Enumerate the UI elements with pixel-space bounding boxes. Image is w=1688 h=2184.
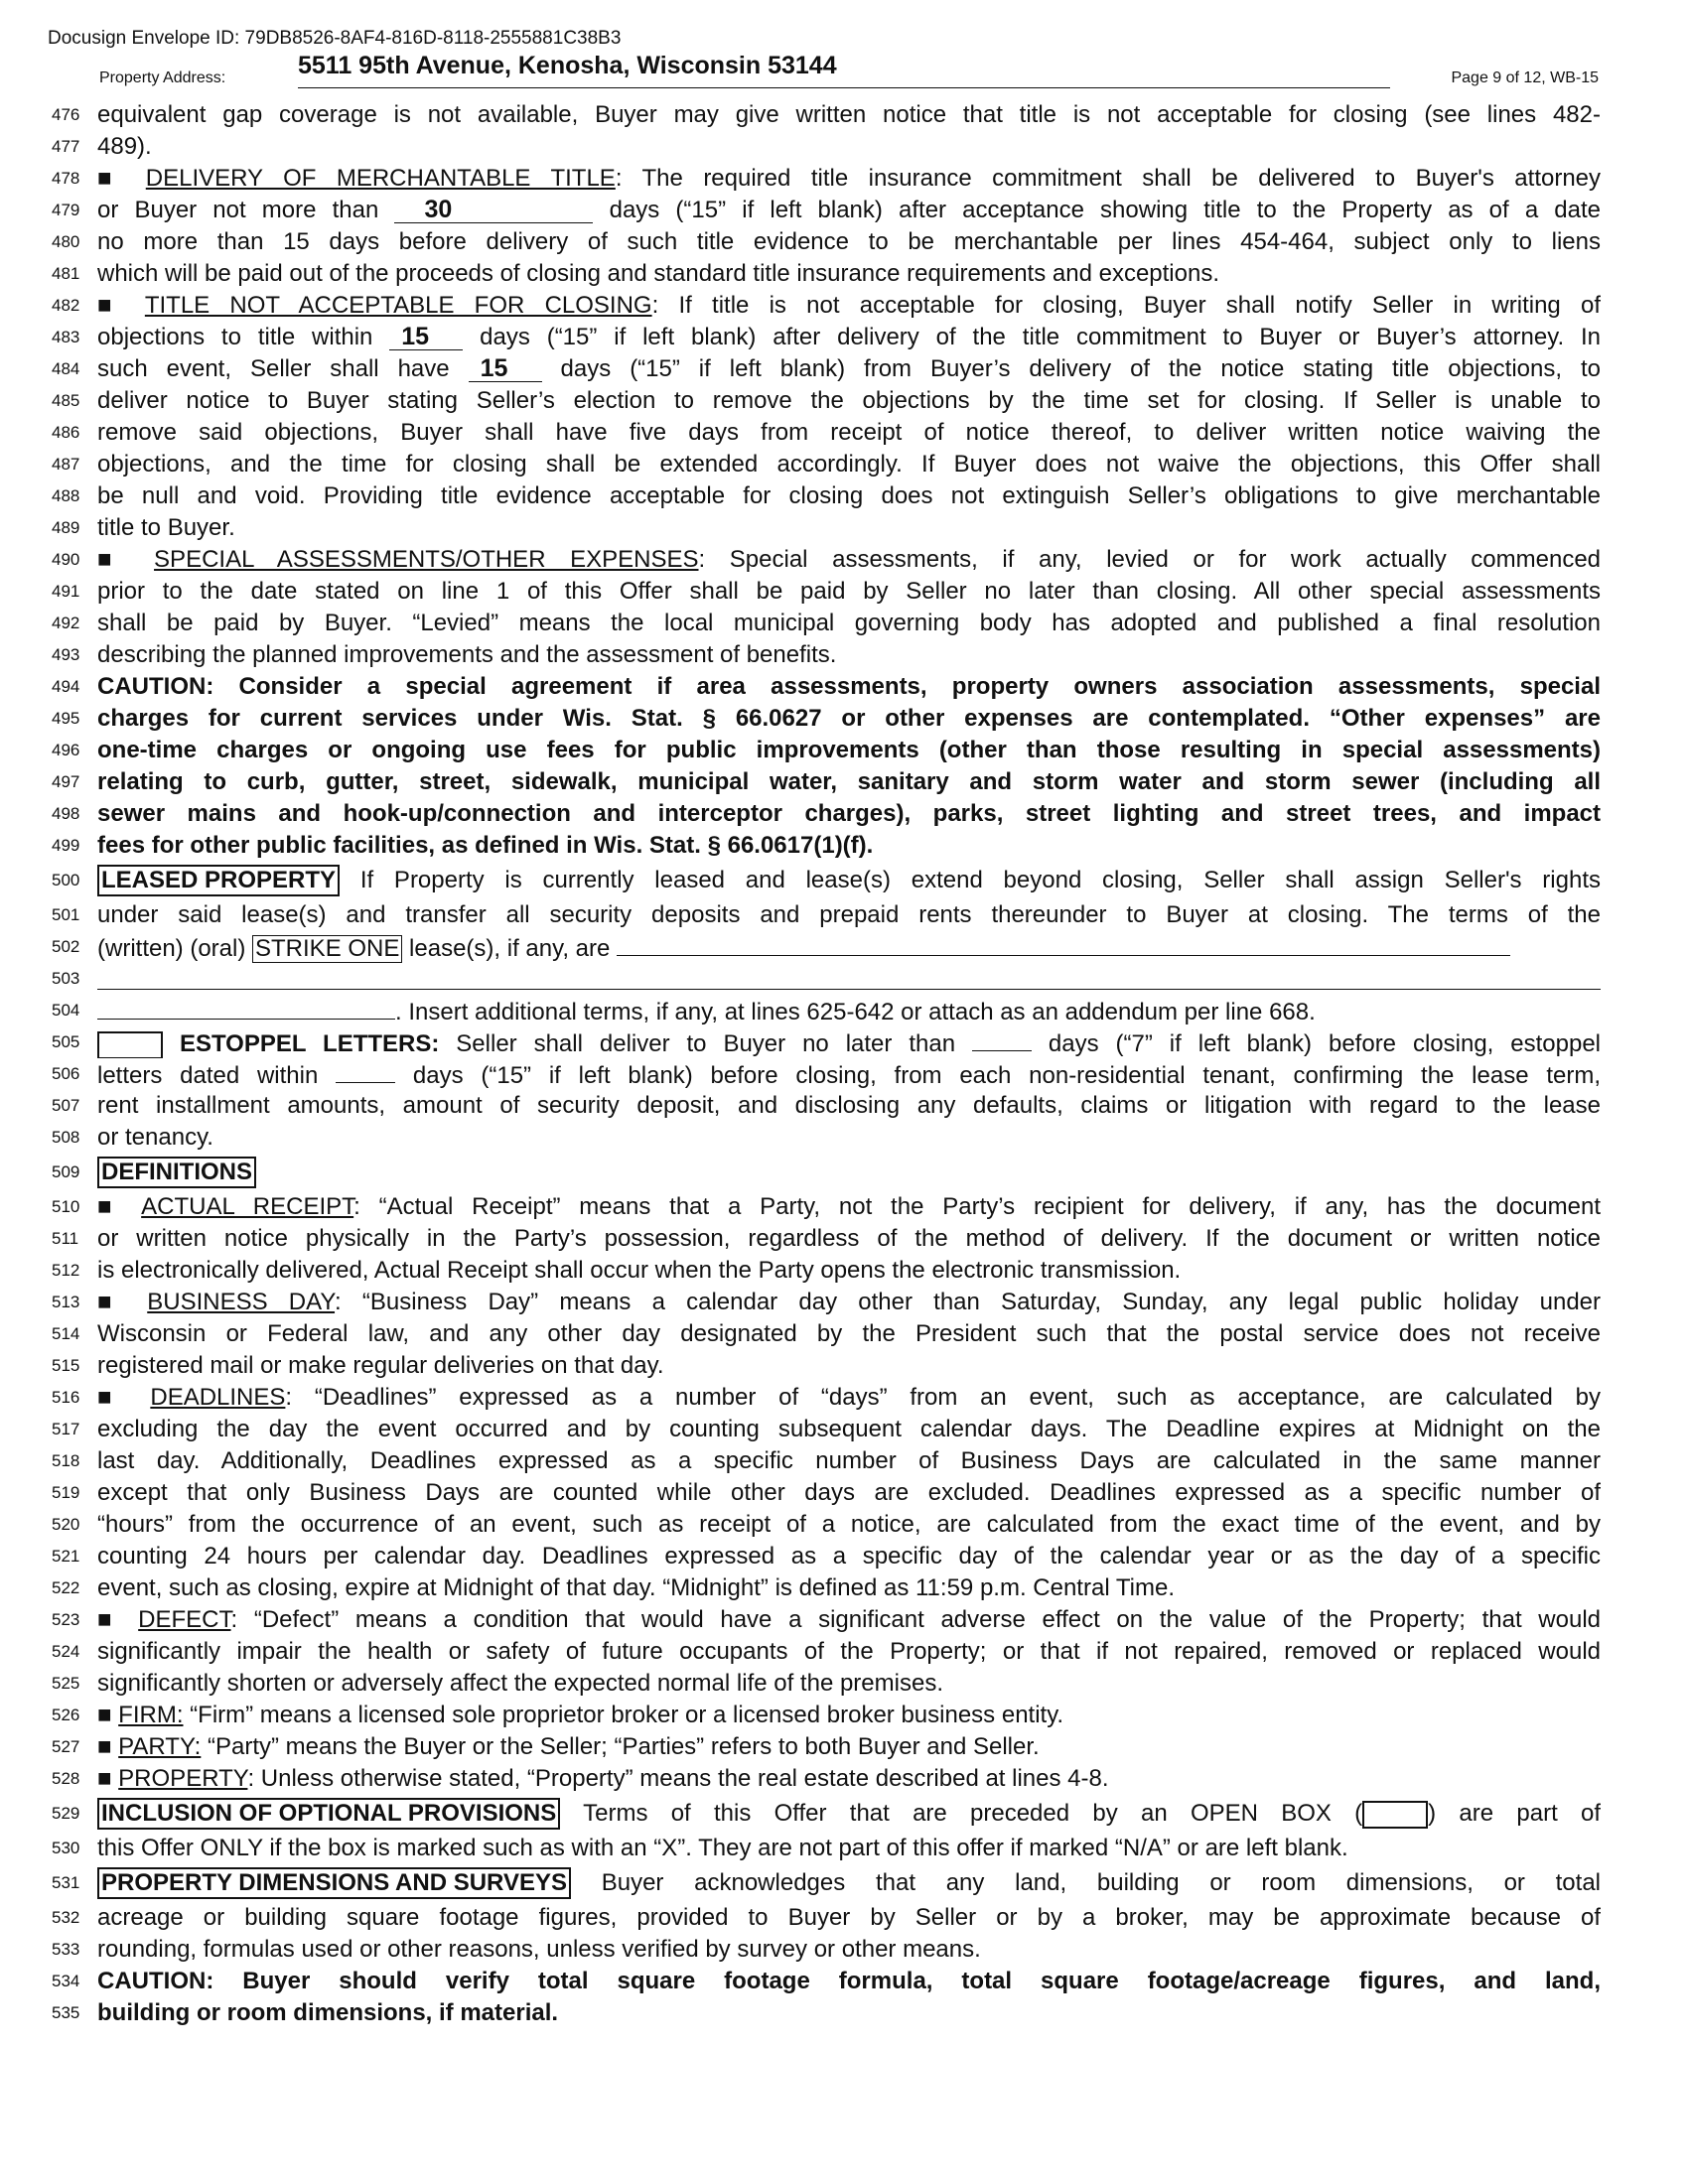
line-text: or written notice physically in the Party’s possession, regardless of the method of delivery. If the document or written notice: [97, 1225, 1601, 1252]
line-text: 489).: [97, 133, 152, 160]
line-523: [52, 1604, 1601, 1636]
line-502: [52, 931, 1601, 963]
line-number: 496: [52, 741, 80, 759]
definition-term: BUSINESS DAY: [147, 1289, 336, 1315]
line-499: [52, 830, 1601, 862]
line-number: 484: [52, 359, 80, 378]
line-text: (written) (oral): [97, 935, 246, 962]
definition-term: DEFECT: [138, 1606, 231, 1633]
bullet-icon: ■: [97, 1289, 127, 1315]
line-text: ) are part of: [1428, 1800, 1601, 1827]
line-513: [52, 1287, 1601, 1318]
line-number: 479: [52, 201, 80, 219]
line-text: is electronically delivered, Actual Receipt shall occur when the Party opens the electronic transmission.: [97, 1257, 1182, 1284]
line-text: days (“7” if left blank) before closing, estoppel: [1048, 1030, 1601, 1057]
line-number: 531: [52, 1873, 80, 1892]
line-text: except that only Business Days are counted while other days are excluded. Deadlines expressed as a specific number of: [97, 1479, 1601, 1506]
section-heading: TITLE NOT ACCEPTABLE FOR CLOSING: [144, 292, 652, 319]
line-number: 514: [52, 1324, 80, 1343]
line-number: 516: [52, 1388, 80, 1407]
line-text: : “Business Day” means a calendar day other than Saturday, Sunday, any legal public holiday under: [335, 1289, 1601, 1315]
objection-days-field[interactable]: 15: [389, 324, 463, 350]
bullet-icon: ■: [97, 292, 126, 319]
line-text: acreage or building square footage figures, provided to Buyer by Seller or by a broker, may be approximate because of: [97, 1904, 1601, 1931]
section-heading: ESTOPPEL LETTERS:: [179, 1030, 440, 1057]
line-number: 497: [52, 772, 80, 791]
line-518: [52, 1445, 1601, 1477]
line-number: 505: [52, 1032, 80, 1051]
line-text: no more than 15 days before delivery of such title evidence to be merchantable per lines 454-464, subject only to liens: [97, 228, 1601, 255]
title-days-field[interactable]: 30: [394, 197, 593, 223]
line-number: 486: [52, 423, 80, 442]
line-text: : “Defect” means a condition that would have a significant adverse effect on the value of the Property; that would: [230, 1606, 1601, 1633]
line-number: 489: [52, 518, 80, 537]
line-527: [52, 1731, 1601, 1763]
lease-terms-field[interactable]: [617, 931, 1510, 956]
line-534: [52, 1966, 1601, 1997]
caution-text: relating to curb, gutter, street, sidewalk, municipal water, sanitary and storm water and storm sewer (including all: [97, 768, 1601, 795]
line-text: rounding, formulas used or other reasons, unless verified by survey or other means.: [97, 1936, 981, 1963]
line-text: : If title is not acceptable for closing, Buyer shall notify Seller in writing of: [651, 292, 1601, 319]
line-text: days (“15” if left blank) before closing, from each non-residential tenant, confirming the lease term,: [412, 1062, 1601, 1089]
line-530: [52, 1833, 1601, 1864]
bullet-icon: ■: [97, 165, 126, 192]
line-number: 481: [52, 264, 80, 283]
line-526: [52, 1700, 1601, 1731]
estoppel-days-field[interactable]: [972, 1026, 1032, 1051]
line-text: title to Buyer.: [97, 514, 235, 541]
line-text: prior to the date stated on line 1 of this Offer shall be paid by Seller no later than closing. All other special assessments: [97, 578, 1601, 605]
line-number: 494: [52, 677, 80, 696]
line-number: 532: [52, 1908, 80, 1927]
line-number: 521: [52, 1547, 80, 1566]
line-text: Seller shall deliver to Buyer no later than: [456, 1030, 956, 1057]
line-text: deliver notice to Buyer stating Seller’s election to remove the objections by the time set for closing. If Seller is unable to: [97, 387, 1601, 414]
line-number: 493: [52, 645, 80, 664]
line-511: [52, 1223, 1601, 1255]
line-number: 498: [52, 804, 80, 823]
line-481: [52, 258, 1601, 290]
line-text: equivalent gap coverage is not available, Buyer may give written notice that title is not acceptable for closing (see lines 482-: [97, 101, 1601, 128]
estoppel-checkbox[interactable]: [97, 1031, 163, 1058]
line-number: 483: [52, 328, 80, 346]
line-number: 509: [52, 1162, 80, 1181]
line-479: [52, 195, 1601, 226]
section-heading-box: PROPERTY DIMENSIONS AND SURVEYS: [97, 1867, 571, 1899]
line-number: 517: [52, 1420, 80, 1438]
line-number: 515: [52, 1356, 80, 1375]
line-text: “hours” from the occurrence of an event, such as receipt of a notice, are calculated from the exact time of the event, and by: [97, 1511, 1601, 1538]
line-506: [52, 1058, 1601, 1090]
caution-text: charges for current services under Wis. Stat. § 66.0627 or other expenses are contemplated. “Other expenses” are: [97, 705, 1601, 732]
line-text: this Offer ONLY if the box is marked such as with an “X”. They are not part of this offer if marked “N/A” or are left blank.: [97, 1835, 1348, 1861]
line-number: 499: [52, 836, 80, 855]
line-text: days (“15” if left blank) from Buyer’s delivery of the notice stating title objections, to: [560, 355, 1601, 382]
page-number: Page 9 of 12, WB-15: [1451, 69, 1599, 86]
line-487: [52, 449, 1601, 480]
line-number: 482: [52, 296, 80, 315]
line-number: 524: [52, 1642, 80, 1661]
line-number: 476: [52, 105, 80, 124]
line-496: [52, 735, 1601, 766]
line-number: 513: [52, 1293, 80, 1311]
line-number: 480: [52, 232, 80, 251]
open-box-example: [1362, 1801, 1428, 1829]
line-507: [52, 1090, 1601, 1122]
line-500: [52, 862, 1601, 899]
line-519: [52, 1477, 1601, 1509]
line-text: “Party” means the Buyer or the Seller; “Parties” refers to both Buyer and Seller.: [201, 1733, 1040, 1760]
property-address-label: Property Address:: [99, 69, 226, 86]
line-number: 500: [52, 871, 80, 889]
caution-text: CAUTION: Buyer should verify total square footage formula, total square footage/acreage figures, and land,: [97, 1968, 1601, 1994]
line-482: [52, 290, 1601, 322]
line-text: If Property is currently leased and lease(s) extend beyond closing, Seller shall assign Seller's rights: [359, 867, 1601, 893]
line-text: counting 24 hours per calendar day. Deadlines expressed as a specific day of the calendar year or as the day of a specific: [97, 1543, 1601, 1570]
bullet-icon: ■: [97, 1384, 128, 1411]
line-489: [52, 512, 1601, 544]
line-number: 533: [52, 1940, 80, 1959]
line-531: [52, 1864, 1601, 1902]
line-text: Terms of this Offer that are preceded by an OPEN BOX (: [583, 1800, 1363, 1827]
bullet-icon: ■: [97, 1765, 112, 1792]
bullet-icon: ■: [97, 546, 130, 573]
line-number: 504: [52, 1001, 80, 1020]
line-text: last day. Additionally, Deadlines expressed as a specific number of Business Days are calculated in the same manner: [97, 1447, 1601, 1474]
line-text: which will be paid out of the proceeds of closing and standard title insurance requirements and exceptions.: [97, 260, 1220, 287]
line-text: Wisconsin or Federal law, and any other day designated by the President such that the postal service does not receive: [97, 1320, 1601, 1347]
line-number: 530: [52, 1839, 80, 1857]
line-486: [52, 417, 1601, 449]
line-number: 477: [52, 137, 80, 156]
line-text: objections to title within: [97, 324, 373, 350]
definition-term: PARTY:: [118, 1733, 202, 1760]
seller-days-field[interactable]: 15: [469, 355, 542, 382]
line-number: 523: [52, 1610, 80, 1629]
line-number: 488: [52, 486, 80, 505]
line-504: [52, 995, 1601, 1026]
caution-text: sewer mains and hook-up/connection and interceptor charges), parks, street lighting and street trees, and impact: [97, 800, 1601, 827]
line-number: 501: [52, 905, 80, 924]
line-508: [52, 1122, 1601, 1154]
line-522: [52, 1572, 1601, 1604]
section-heading: DELIVERY OF MERCHANTABLE TITLE: [145, 165, 616, 192]
line-number: 478: [52, 169, 80, 188]
line-text: objections, and the time for closing shall be extended accordingly. If Buyer does not waive the objections, this Offer shall: [97, 451, 1601, 478]
line-text: significantly impair the health or safety of future occupants of the Property; or that if not repaired, removed or replaced would: [97, 1638, 1601, 1665]
line-text: event, such as closing, expire at Midnight of that day. “Midnight” is defined as 11:59 p.m. Central Time.: [97, 1574, 1175, 1601]
line-text: or Buyer not more than: [97, 197, 379, 223]
line-number: 511: [52, 1229, 79, 1248]
line-514: [52, 1318, 1601, 1350]
line-493: [52, 639, 1601, 671]
line-491: [52, 576, 1601, 608]
line-text: : The required title insurance commitment shall be delivered to Buyer's attorney: [615, 165, 1601, 192]
line-number: 508: [52, 1128, 80, 1147]
bullet-icon: ■: [97, 1193, 124, 1220]
line-number: 490: [52, 550, 80, 569]
line-515: [52, 1350, 1601, 1382]
line-503: [52, 963, 1601, 995]
address-rule: [298, 87, 1390, 88]
line-text: : “Actual Receipt” means that a Party, not the Party’s recipient for delivery, if any, has the document: [353, 1193, 1601, 1220]
definition-term: DEADLINES: [150, 1384, 286, 1411]
line-509: [52, 1154, 1601, 1191]
line-text: : Unless otherwise stated, “Property” means the real estate described at lines 4-8.: [247, 1765, 1109, 1792]
line-483: [52, 322, 1601, 353]
line-number: 519: [52, 1483, 80, 1502]
line-number: 495: [52, 709, 80, 728]
line-text: significantly shorten or adversely affect the expected normal life of the premises.: [97, 1670, 943, 1697]
line-text: rent installment amounts, amount of security deposit, and disclosing any defaults, claims or litigation with regard to the lease: [97, 1092, 1601, 1119]
property-address: [99, 52, 1390, 89]
line-477: [52, 131, 1601, 163]
line-text: : “Deadlines” expressed as a number of “days” from an event, such as acceptance, are calculated by: [285, 1384, 1601, 1411]
line-number: 502: [52, 937, 80, 956]
lease-terms-field[interactable]: [97, 989, 1601, 990]
line-521: [52, 1541, 1601, 1572]
line-number: 507: [52, 1096, 80, 1115]
line-number: 525: [52, 1674, 80, 1693]
line-488: [52, 480, 1601, 512]
line-535: [52, 1997, 1601, 2029]
section-heading-box: INCLUSION OF OPTIONAL PROVISIONS: [97, 1798, 560, 1830]
line-478: [52, 163, 1601, 195]
line-510: [52, 1191, 1601, 1223]
line-number: 535: [52, 2003, 80, 2022]
line-525: [52, 1668, 1601, 1700]
line-number: 491: [52, 582, 80, 601]
caution-text: building or room dimensions, if material.: [97, 1999, 559, 2026]
strike-one-box: STRIKE ONE: [252, 935, 402, 963]
line-number: 510: [52, 1197, 80, 1216]
line-524: [52, 1636, 1601, 1668]
caution-text: one-time charges or ongoing use fees for public improvements (other than those resulting in special assessments): [97, 737, 1601, 763]
line-text: excluding the day the event occurred and by counting subsequent calendar days. The Deadline expires at Midnight on the: [97, 1416, 1601, 1442]
line-text: : Special assessments, if any, levied or for work actually commenced: [698, 546, 1601, 573]
line-number: 534: [52, 1972, 80, 1990]
line-number: 527: [52, 1737, 80, 1756]
line-501: [52, 899, 1601, 931]
line-text: or tenancy.: [97, 1124, 213, 1151]
line-text: registered mail or make regular deliveries on that day.: [97, 1352, 664, 1379]
line-text: be null and void. Providing title evidence acceptable for closing does not extinguish Seller’s obligations to give merchantable: [97, 482, 1601, 509]
line-text: letters dated within: [97, 1062, 319, 1089]
line-485: [52, 385, 1601, 417]
line-520: [52, 1509, 1601, 1541]
bullet-icon: ■: [97, 1733, 112, 1760]
line-text: “Firm” means a licensed sole proprietor broker or a licensed broker business entity.: [183, 1702, 1064, 1728]
property-address-value: 5511 95th Avenue, Kenosha, Wisconsin 53144: [298, 52, 837, 79]
line-text: days (“15” if left blank) after delivery of the title commitment to Buyer or Buyer’s attorney. In: [480, 324, 1601, 350]
line-number: 529: [52, 1804, 80, 1823]
line-517: [52, 1414, 1601, 1445]
line-number: 512: [52, 1261, 80, 1280]
line-492: [52, 608, 1601, 639]
caution-text: fees for other public facilities, as defined in Wis. Stat. § 66.0617(1)(f).: [97, 832, 874, 859]
line-number: 503: [52, 969, 80, 988]
line-494: [52, 671, 1601, 703]
estoppel-letter-days-field[interactable]: [336, 1058, 395, 1083]
line-text: under said lease(s) and transfer all security deposits and prepaid rents thereunder to Buyer at closing. The terms of the: [97, 901, 1601, 928]
line-498: [52, 798, 1601, 830]
document-body: [52, 99, 1601, 2029]
definition-term: FIRM:: [118, 1702, 184, 1728]
line-text: . Insert additional terms, if any, at lines 625-642 or attach as an addendum per line 668.: [395, 999, 1316, 1025]
line-number: 485: [52, 391, 80, 410]
line-text: such event, Seller shall have: [97, 355, 450, 382]
line-number: 518: [52, 1451, 80, 1470]
envelope-id: Docusign Envelope ID: 79DB8526-8AF4-816D-8118-2555881C38B3: [48, 28, 622, 49]
line-number: 520: [52, 1515, 80, 1534]
line-text: days (“15” if left blank) after acceptance showing title to the Property as of a date: [609, 197, 1601, 223]
line-497: [52, 766, 1601, 798]
definition-term: PROPERTY: [118, 1765, 248, 1792]
line-529: [52, 1795, 1601, 1833]
bullet-icon: ■: [97, 1702, 112, 1728]
line-number: 487: [52, 455, 80, 474]
line-number: 526: [52, 1706, 80, 1724]
line-516: [52, 1382, 1601, 1414]
line-512: [52, 1255, 1601, 1287]
lease-terms-field[interactable]: [97, 995, 395, 1020]
line-484: [52, 353, 1601, 385]
line-476: [52, 99, 1601, 131]
section-heading: SPECIAL ASSESSMENTS/OTHER EXPENSES: [154, 546, 699, 573]
line-text: Buyer acknowledges that any land, building or room dimensions, or total: [601, 1869, 1601, 1896]
section-heading-box: DEFINITIONS: [97, 1157, 256, 1188]
line-528: [52, 1763, 1601, 1795]
section-heading-box: LEASED PROPERTY: [97, 865, 340, 896]
line-number: 492: [52, 614, 80, 632]
definition-term: ACTUAL RECEIPT: [141, 1193, 354, 1220]
line-480: [52, 226, 1601, 258]
line-490: [52, 544, 1601, 576]
line-505: [52, 1026, 1601, 1058]
line-text: lease(s), if any, are: [409, 935, 611, 962]
bullet-icon: ■: [97, 1606, 122, 1633]
line-number: 528: [52, 1769, 80, 1788]
line-text: shall be paid by Buyer. “Levied” means the local municipal governing body has adopted and published a final resolution: [97, 610, 1601, 636]
line-text: describing the planned improvements and the assessment of benefits.: [97, 641, 837, 668]
line-533: [52, 1934, 1601, 1966]
line-495: [52, 703, 1601, 735]
caution-text: CAUTION: Consider a special agreement if area assessments, property owners association assessments, special: [97, 673, 1601, 700]
line-532: [52, 1902, 1601, 1934]
line-number: 506: [52, 1064, 80, 1083]
line-number: 522: [52, 1578, 80, 1597]
line-text: remove said objections, Buyer shall have five days from receipt of notice thereof, to deliver written notice waiving the: [97, 419, 1601, 446]
